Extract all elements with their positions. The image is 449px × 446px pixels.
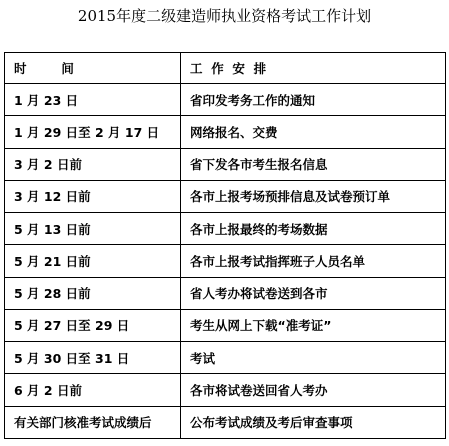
cell-task: 省下发各市考生报名信息 [181, 148, 446, 180]
cell-time: 5 月 30 日至 31 日 [5, 342, 181, 374]
table-row [5, 213, 446, 245]
cell-task: 各市上报考试指挥班子人员名单 [181, 245, 446, 277]
cell-task: 公布考试成绩及考后审查事项 [181, 406, 446, 438]
table-row [5, 148, 446, 180]
cell-task: 各市上报考场预排信息及试卷预订单 [181, 180, 446, 212]
header-task: 工 作 安 排 [181, 53, 446, 84]
cell-task: 省印发考务工作的通知 [181, 84, 446, 116]
cell-task: 各市将试卷送回省人考办 [181, 374, 446, 406]
cell-time: 3 月 2 日前 [5, 148, 181, 180]
cell-time: 5 月 13 日前 [5, 213, 181, 245]
cell-time: 1 月 29 日至 2 月 17 日 [5, 116, 181, 148]
cell-task: 省人考办将试卷送到各市 [181, 277, 446, 309]
table-row [5, 406, 446, 438]
page-title: 2015年度二级建造师执业资格考试工作计划 [77, 7, 372, 25]
header-time: 时 间 [5, 53, 181, 84]
cell-time: 6 月 2 日前 [5, 374, 181, 406]
cell-time: 5 月 28 日前 [5, 277, 181, 309]
cell-time: 5 月 27 日至 29 日 [5, 309, 181, 341]
cell-time: 3 月 12 日前 [5, 180, 181, 212]
table-header-row [5, 53, 446, 84]
cell-time: 5 月 21 日前 [5, 245, 181, 277]
cell-task: 考生从网上下载“准考证” [181, 309, 446, 341]
table-row [5, 245, 446, 277]
schedule-table [4, 52, 446, 439]
cell-task: 考试 [181, 342, 446, 374]
table-row [5, 180, 446, 212]
cell-task: 网络报名、交费 [181, 116, 446, 148]
table-row [5, 374, 446, 406]
table-row [5, 116, 446, 148]
table-row [5, 309, 446, 341]
cell-time: 有关部门核准考试成绩后 [5, 406, 181, 438]
cell-time: 1 月 23 日 [5, 84, 181, 116]
table-row [5, 84, 446, 116]
cell-task: 各市上报最终的考场数据 [181, 213, 446, 245]
table-row [5, 277, 446, 309]
table-row [5, 342, 446, 374]
